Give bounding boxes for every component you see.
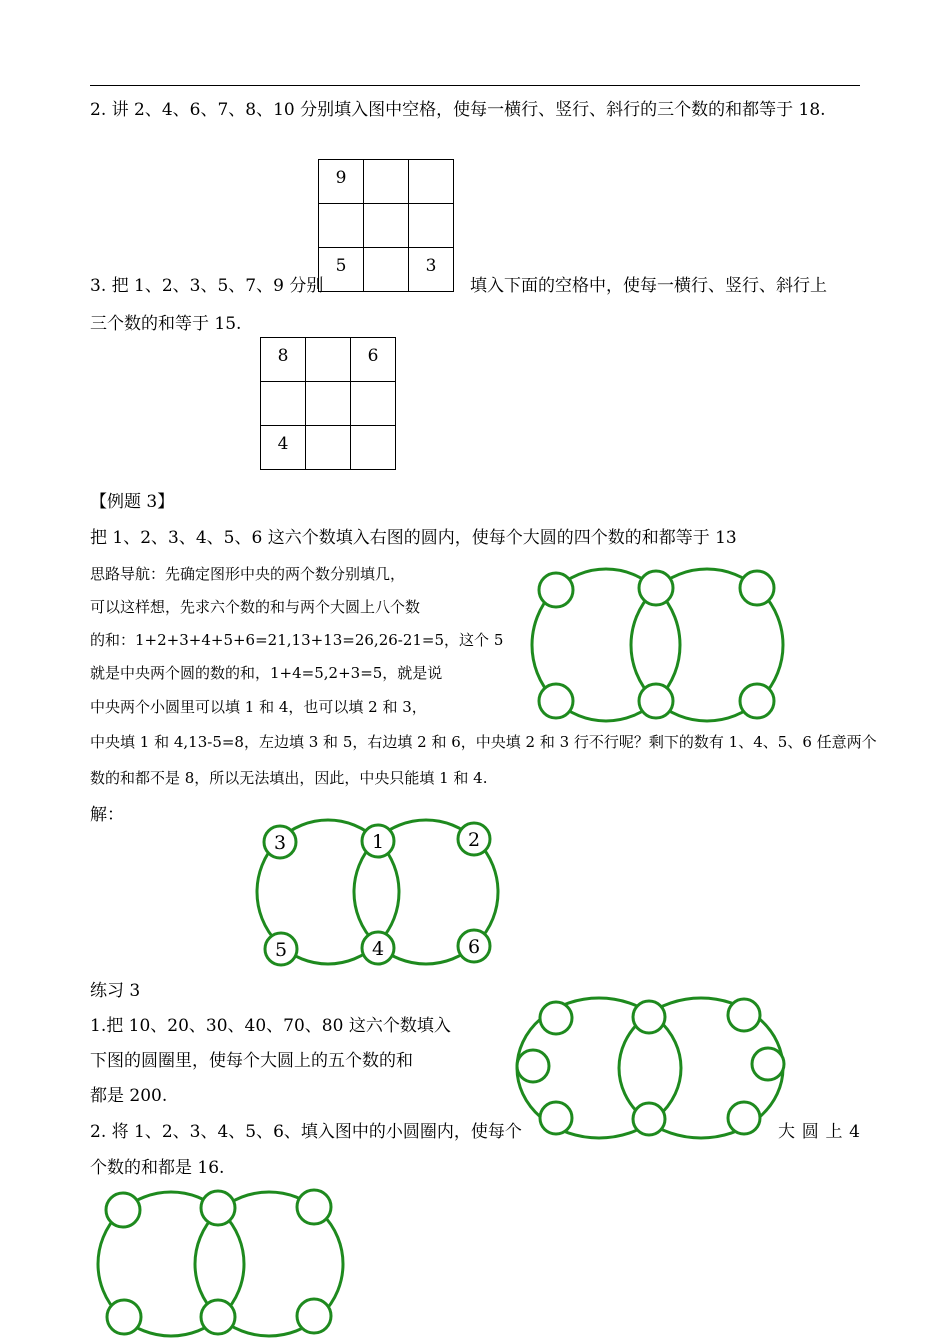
hint-line: 就是中央两个圆的数的和，1+4=5,2+3=5，就是说 bbox=[90, 664, 443, 682]
grid-cell: 5 bbox=[319, 248, 364, 292]
practice-line: 1.把 10、20、30、40、70、80 这六个数填入 bbox=[90, 1016, 451, 1036]
problem3-text-line2: 三个数的和等于 15. bbox=[90, 314, 242, 334]
practice2-line2: 个数的和都是 16. bbox=[90, 1158, 225, 1178]
grid-cell: 4 bbox=[261, 426, 306, 470]
problem3-text-before: 3. 把 1、2、3、5、7、9 分别 bbox=[90, 276, 324, 296]
small-circle bbox=[297, 1190, 331, 1224]
grid-cell: 8 bbox=[261, 338, 306, 382]
hint-line: 可以这样想，先求六个数的和与两个大圆上八个数 bbox=[90, 598, 421, 616]
solution-label: 解： bbox=[90, 805, 124, 825]
grid-cell bbox=[306, 338, 351, 382]
hint-line: 的和：1+2+3+4+5+6=21,13+13=26,26-21=5，这个 5 bbox=[90, 631, 504, 649]
problem2-text: 2. 讲 2、4、6、7、8、10 分别填入图中空格，使每一横行、竖行、斜行的三个数的和都等于 18. bbox=[90, 100, 826, 120]
small-circle bbox=[297, 1299, 331, 1333]
grid-cell: 9 bbox=[319, 160, 364, 204]
grid-cell bbox=[409, 160, 454, 204]
hint-line: 思路导航：先确定图形中央的两个数分别填几， bbox=[90, 565, 406, 583]
small-circle bbox=[752, 1048, 784, 1080]
grid-cell bbox=[364, 160, 409, 204]
tail-char: 圆 bbox=[801, 1122, 819, 1142]
circle-number: 1 bbox=[371, 831, 385, 853]
hint-line: 中央填 1 和 4,13-5=8，左边填 3 和 5，右边填 2 和 6，中央填 2 和 3 行不行呢？剩下的数有 1、4、5、6 任意两个 bbox=[90, 733, 877, 751]
small-circle bbox=[740, 684, 774, 718]
problem3-text-after: 填入下面的空格中，使每一横行、竖行、斜行上 bbox=[470, 276, 827, 296]
small-circle bbox=[106, 1193, 140, 1227]
circle-number: 4 bbox=[371, 938, 385, 960]
hint-line: 数的和都不是 8，所以无法填出，因此，中央只能填 1 和 4. bbox=[90, 769, 488, 787]
tail-char: 4 bbox=[849, 1122, 860, 1142]
small-circle bbox=[201, 1191, 235, 1225]
small-circle bbox=[539, 573, 573, 607]
practice1-circle-diagram bbox=[515, 996, 787, 1142]
small-circle bbox=[540, 1102, 572, 1134]
practice-line: 下图的圆圈里，使每个大圆上的五个数的和 bbox=[90, 1051, 413, 1071]
grid-cell bbox=[351, 382, 396, 426]
small-circle bbox=[633, 1103, 665, 1135]
practice-line: 都是 200. bbox=[90, 1086, 168, 1106]
problem2-grid bbox=[318, 159, 454, 292]
hint-line: 中央两个小圆里可以填 1 和 4，也可以填 2 和 3， bbox=[90, 698, 427, 716]
tail-char: 大 bbox=[778, 1122, 795, 1142]
circle-number: 3 bbox=[273, 832, 287, 854]
circle-number: 5 bbox=[274, 939, 288, 961]
grid-cell bbox=[306, 426, 351, 470]
example3-heading: 【例题 3】 bbox=[90, 492, 175, 512]
small-circle bbox=[639, 684, 673, 718]
small-circle bbox=[517, 1050, 549, 1082]
small-circle bbox=[540, 1002, 572, 1034]
small-circle bbox=[201, 1300, 235, 1334]
practice2-text: 2. 将 1、2、3、4、5、6、填入图中的小圆圈内，使每个 bbox=[90, 1122, 522, 1142]
small-circle bbox=[539, 684, 573, 718]
practice2-tail bbox=[778, 1122, 860, 1142]
grid-cell bbox=[409, 204, 454, 248]
grid-cell bbox=[261, 382, 306, 426]
header-rule bbox=[90, 85, 860, 86]
small-circle bbox=[633, 1001, 665, 1033]
grid-cell bbox=[351, 426, 396, 470]
grid-cell bbox=[306, 382, 351, 426]
solution-circle-diagram bbox=[255, 818, 500, 968]
small-circle bbox=[639, 571, 673, 605]
problem3-grid bbox=[260, 337, 396, 470]
grid-cell bbox=[364, 248, 409, 292]
grid-cell bbox=[364, 204, 409, 248]
circle-number: 2 bbox=[467, 829, 481, 851]
tail-char: 上 bbox=[825, 1122, 843, 1142]
grid-cell bbox=[319, 204, 364, 248]
circle-number: 6 bbox=[467, 936, 481, 958]
small-circle bbox=[728, 1102, 760, 1134]
example3-circle-diagram bbox=[530, 567, 785, 727]
practice3-heading: 练习 3 bbox=[90, 981, 141, 1001]
small-circle bbox=[107, 1300, 141, 1334]
grid-cell: 3 bbox=[409, 248, 454, 292]
practice2-circle-diagram bbox=[98, 1187, 348, 1337]
grid-cell: 6 bbox=[351, 338, 396, 382]
small-circle bbox=[728, 999, 760, 1031]
example3-task: 把 1、2、3、4、5、6 这六个数填入右图的圆内，使每个大圆的四个数的和都等于 13 bbox=[90, 528, 737, 548]
small-circle bbox=[740, 571, 774, 605]
